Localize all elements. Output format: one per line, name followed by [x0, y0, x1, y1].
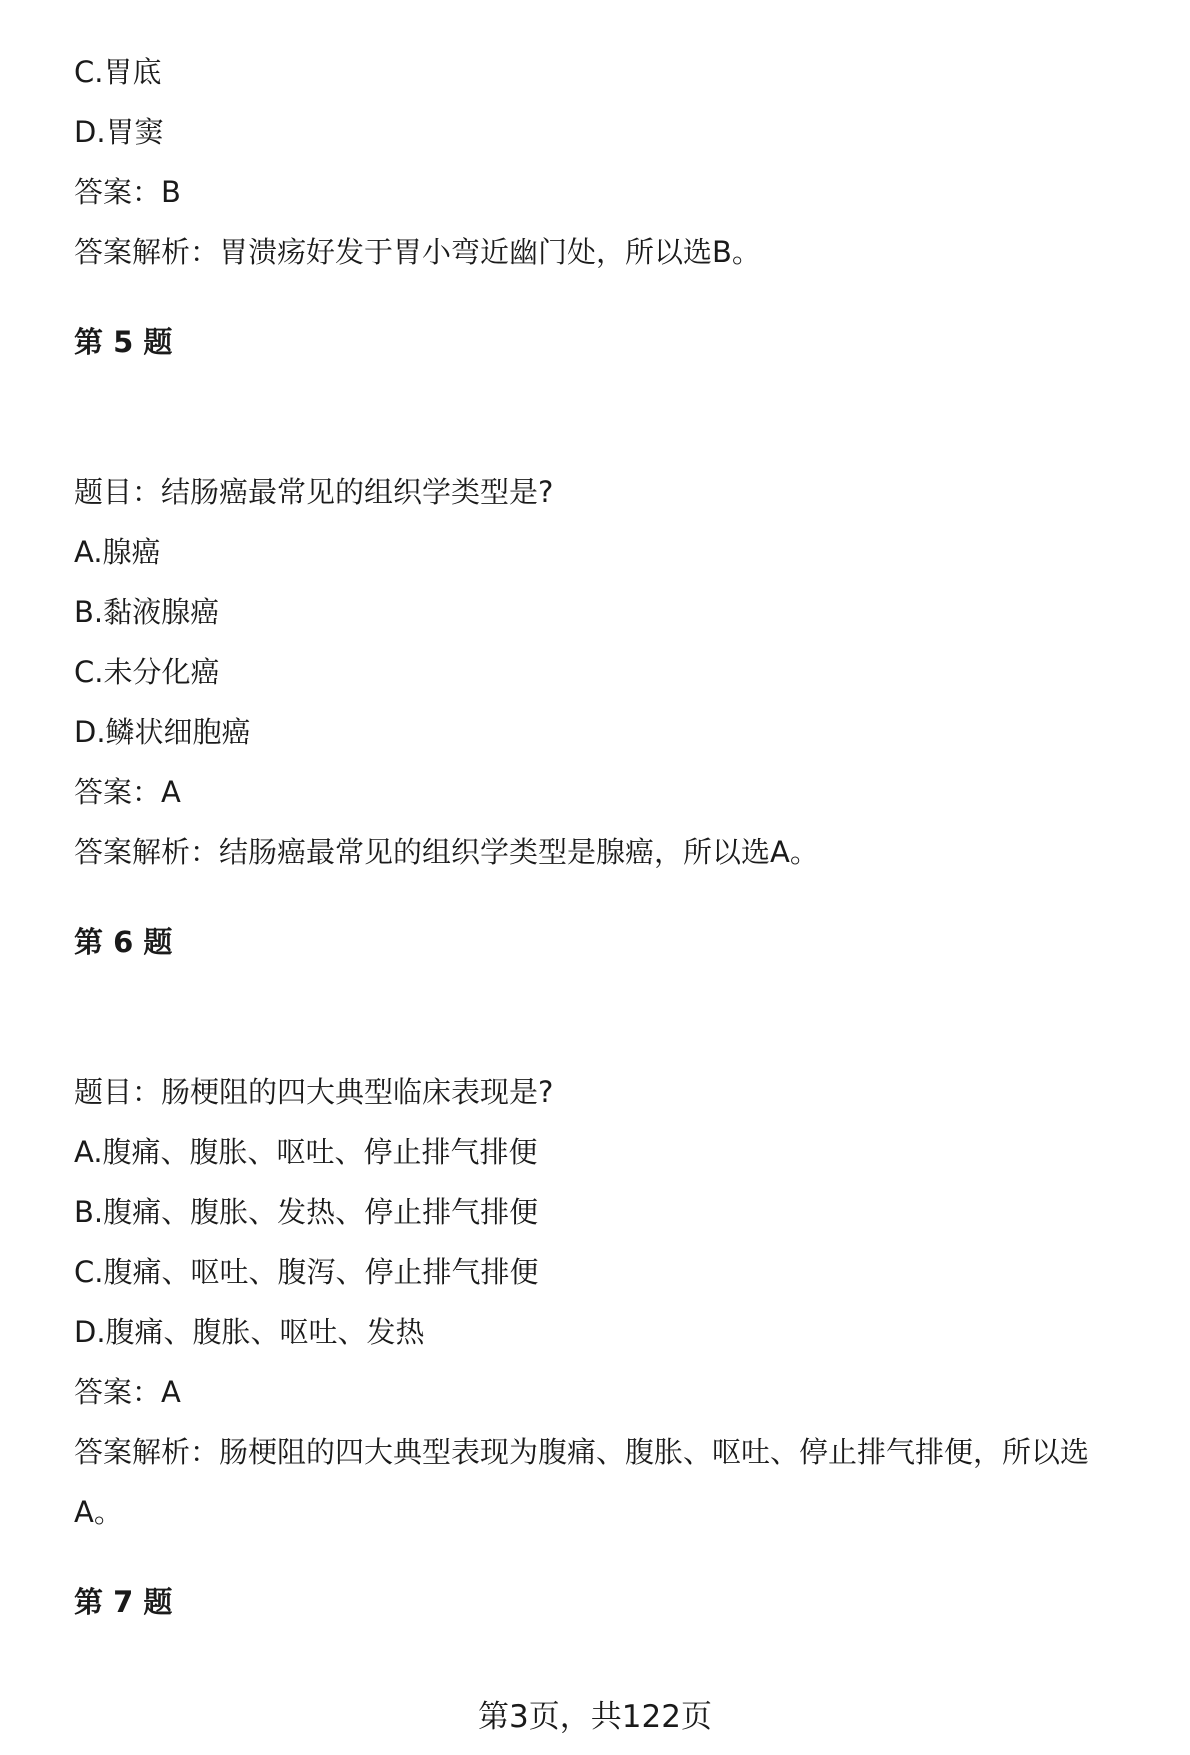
q4-analysis: 答案解析：胃溃疡好发于胃小弯近幽门处，所以选B。 — [74, 235, 761, 269]
q5-option-a: A.腺癌 — [74, 535, 161, 569]
q5-answer: 答案：A — [74, 775, 181, 809]
q6-option-a: A.腹痛、腹胀、呕吐、停止排气排便 — [74, 1135, 538, 1169]
q6-analysis-line2: A。 — [74, 1495, 123, 1529]
q5-heading: 第 5 题 — [74, 325, 173, 359]
q5-question: 题目：结肠癌最常见的组织学类型是? — [74, 475, 554, 509]
q5-option-d: D.鳞状细胞癌 — [74, 715, 251, 749]
q6-answer: 答案：A — [74, 1375, 181, 1409]
page-footer: 第3页，共122页 — [478, 1699, 712, 1735]
q4-answer: 答案：B — [74, 175, 181, 209]
q7-heading: 第 7 题 — [74, 1585, 173, 1619]
q6-question: 题目：肠梗阻的四大典型临床表现是? — [74, 1075, 554, 1109]
q6-option-c: C.腹痛、呕吐、腹泻、停止排气排便 — [74, 1255, 539, 1289]
q5-option-c: C.未分化癌 — [74, 655, 220, 689]
q5-option-b: B.黏液腺癌 — [74, 595, 220, 629]
q6-analysis-line1: 答案解析：肠梗阻的四大典型表现为腹痛、腹胀、呕吐、停止排气排便，所以选 — [74, 1435, 1090, 1469]
q6-option-d: D.腹痛、腹胀、呕吐、发热 — [74, 1315, 425, 1349]
q6-heading: 第 6 题 — [74, 925, 173, 959]
q4-option-d: D.胃窦 — [74, 115, 164, 149]
q4-option-c: C.胃底 — [74, 55, 162, 89]
q6-option-b: B.腹痛、腹胀、发热、停止排气排便 — [74, 1195, 539, 1229]
q5-analysis: 答案解析：结肠癌最常见的组织学类型是腺癌，所以选A。 — [74, 835, 819, 869]
